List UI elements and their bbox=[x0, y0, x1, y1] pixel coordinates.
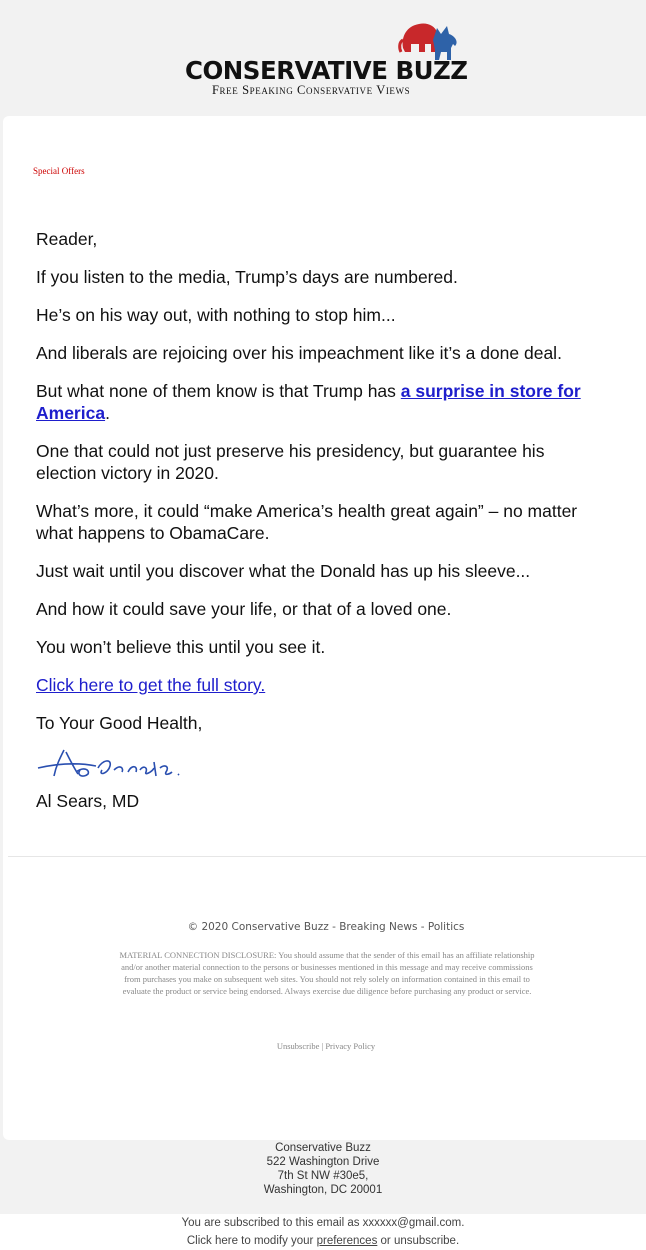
modify-text: Click here to modify your bbox=[186, 1235, 317, 1247]
postal-address bbox=[0, 1141, 646, 1197]
address-line: Washington, DC 20001 bbox=[263, 1184, 383, 1196]
subscribed-text: You are subscribed to this email as xxxxxx@gmail.com. bbox=[181, 1217, 465, 1229]
paragraph: You won’t believe this until you see it. bbox=[36, 637, 326, 657]
paragraph-text: But what none of them know is that Trump has bbox=[36, 381, 401, 401]
greeting: Reader, bbox=[36, 229, 98, 249]
divider bbox=[8, 856, 646, 857]
privacy-policy-link[interactable]: Privacy Policy bbox=[325, 1041, 376, 1051]
modify-text-end: or unsubscribe. bbox=[377, 1235, 460, 1247]
copyright-text: © 2020 Conservative Buzz - Breaking News - Politics bbox=[187, 921, 465, 933]
paragraph: And liberals are rejoicing over his impeachment like it’s a done deal. bbox=[36, 343, 562, 363]
paragraph: One that could not just preserve his presidency, but guarantee his election victory in 2020. bbox=[36, 441, 545, 483]
paragraph: What’s more, it could “make America’s health great again” – no matter what happens to ObamaCare. bbox=[36, 501, 578, 543]
paragraph: Just wait until you discover what the Donald has up his sleeve... bbox=[36, 561, 531, 581]
subscription-footer bbox=[0, 1214, 646, 1250]
surprise-link[interactable]: a surprise in store for America bbox=[36, 381, 581, 423]
link-separator: | bbox=[321, 1041, 324, 1051]
logo-title: CONSERVATIVE BUZZ bbox=[185, 56, 468, 85]
special-offers-label: Special Offers bbox=[33, 166, 85, 176]
paragraph: And how it could save your life, or that of a loved one. bbox=[36, 599, 452, 619]
email-header bbox=[0, 0, 646, 116]
footer-links bbox=[3, 1041, 646, 1051]
signature-icon bbox=[36, 746, 186, 780]
logo-tagline: Free Speaking Conservative Views bbox=[212, 83, 411, 97]
signer-name: Al Sears, MD bbox=[36, 791, 140, 811]
closing: To Your Good Health, bbox=[36, 713, 203, 733]
address-line: 522 Washington Drive bbox=[266, 1156, 380, 1168]
address-name: Conservative Buzz bbox=[275, 1142, 371, 1154]
paragraph: He’s on his way out, with nothing to stop him... bbox=[36, 305, 396, 325]
disclosure-text: MATERIAL CONNECTION DISCLOSURE: You should assume that the sender of this email has an affiliate relationship and/or another material connection to the persons or businesses mentioned in this message and may receive commissions from purchases you make on subsequent web sites. You should not rely solely on information contained in this email to evaluate the product or service being endorsed. Always exercise due diligence before purchasing any product or service. bbox=[119, 950, 535, 996]
unsubscribe-link[interactable]: Unsubscribe bbox=[276, 1041, 320, 1051]
preferences-link[interactable]: preferences bbox=[316, 1235, 378, 1247]
full-story-link[interactable]: Click here to get the full story. bbox=[36, 675, 266, 695]
paragraph-with-link bbox=[36, 380, 604, 424]
email-body bbox=[36, 228, 604, 828]
brand-logo[interactable] bbox=[185, 18, 468, 100]
modify-line bbox=[0, 1232, 646, 1250]
email-card bbox=[3, 116, 646, 1140]
paragraph: If you listen to the media, Trump’s days are numbered. bbox=[36, 267, 458, 287]
address-line: 7th St NW #30e5, bbox=[277, 1170, 369, 1182]
paragraph-text: . bbox=[105, 403, 110, 423]
